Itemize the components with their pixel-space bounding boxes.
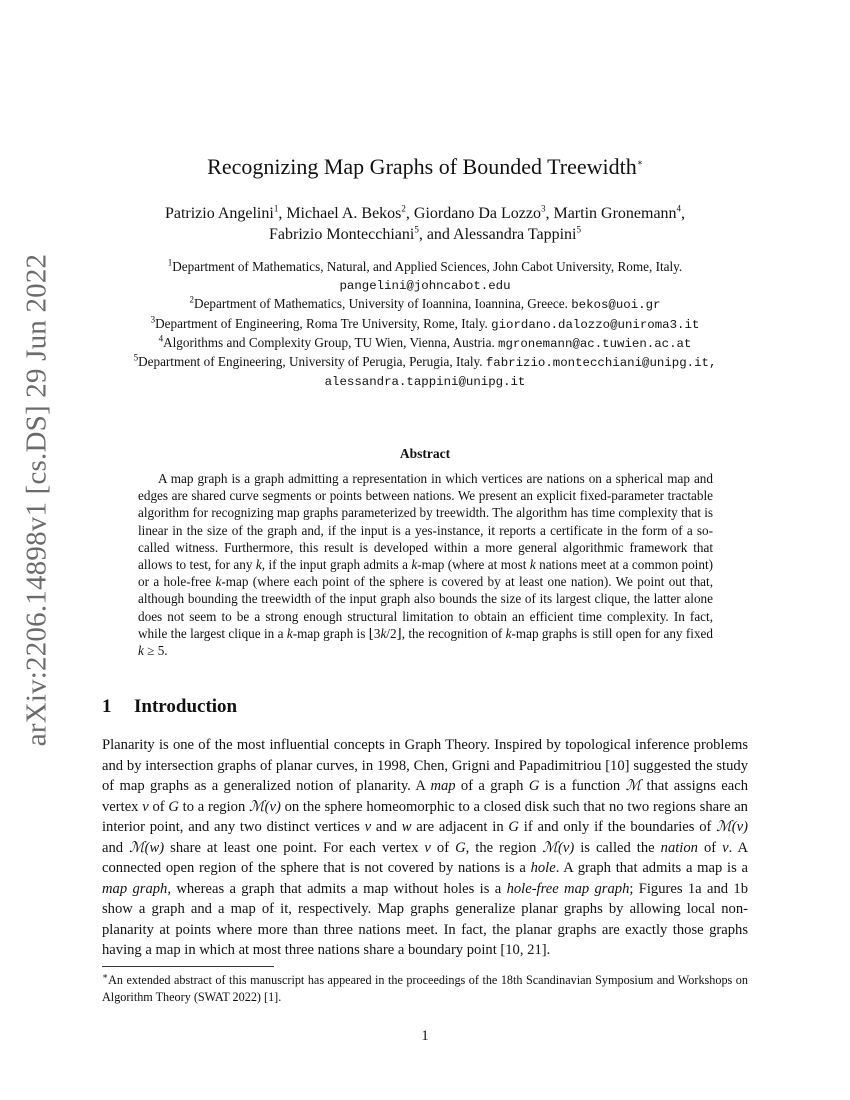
abstract-paragraph: A map graph is a graph admitting a representation in which vertices are nations on a spherical map and edges are shared curve segments or points between nations. We present an explicit fixed-parameter tractable algorithm for recognizing map graphs parameterized by treewidth. The algorithm has time complexity that is linear in the size of the graph and, if the input is a yes-instance, it reports a certificate in the form of a so-called witness. Furthermore, this result is developed within a more general algorithmic framework that allows to test, for any k, if the input graph admits a k-map (where at most k nations meet at a common point) or a hole-free k-map (where each point of the sphere is covered by at least one nation). We point out that, although bounding the treewidth of the input graph also bounds the size of its largest clique, the latter alone does not seem to be a strong enough structural limitation to obtain an efficient time complexity. In fact, while the largest clique in a k-map graph is ⌊3k/2⌋, the recognition of k-map graphs is still open for any fixed k ≥ 5. — [138, 471, 713, 659]
author-name: Giordano Da Lozzo — [413, 205, 541, 222]
author-list: Patrizio Angelini$^1$, Michael A. Bekos$^2$, Giordano Da Lozzo$^3$, Martin Gronemann$^4$, Fabrizio Montecchiani$^5$, and Alessandra Tappini$^5$ — [164, 203, 686, 243]
title-footnote-mark: ∗ — [636, 157, 643, 168]
paper-title: Recognizing Map Graphs of Bounded Treewidth∗ — [207, 154, 643, 179]
affiliation-3: $^3$Department of Engineering, Roma Tre University, Rome, Italy. giordano.dalozzo@uniroma3.it — [150, 314, 700, 332]
affiliation-2: $^2$Department of Mathematics, University of Ioannina, Ioannina, Greece. bekos@uoi.gr — [189, 295, 661, 313]
email: alessandra.tappini@unipg.it — [324, 375, 526, 390]
author-name: and Alessandra Tappini — [426, 226, 577, 243]
intro-paragraph: Planarity is one of the most influential concepts in Graph Theory. Inspired by topological inference problems and by intersection graphs of planar curves, in 1998, Chen, Grigni and Papadimitriou [10] suggested the study of map graphs as a generalized notion of planarity. A map of a graph G is a function ℳ that assigns each vertex v of G to a region ℳ(v) on the sphere homeomorphic to a closed disk such that no two regions share an interior point, and any two distinct vertices v and w are adjacent in G if and only if the boundaries of ℳ(v) and ℳ(w) share at least one point. For each vertex v of G, the region ℳ(v) is called the nation of v. A connected open region of the sphere that is not covered by nations is a hole. A graph that admits a map is a map graph, whereas a graph that admits a map without holes is a hole-free map graph; Figures 1a and 1b show a graph and a map of it, respectively. Map graphs generalize planar graphs by allowing local non-planarity at points where more than three nations meet. In fact, the planar graphs are exactly those graphs having a map in which at most three nations share a boundary point [10, 21]. — [102, 737, 749, 958]
author-name: Fabrizio Montecchiani — [269, 226, 415, 243]
author-name: Martin Gronemann — [553, 205, 677, 222]
email: giordano.dalozzo@uniroma3.it — [491, 317, 700, 332]
arxiv-identifier-text: arXiv:2206.14898v1 [cs.DS] 29 Jun 2022 — [20, 253, 53, 747]
affiliations — [60, 258, 790, 391]
affiliation-4: $^4$Algorithms and Complexity Group, TU Wien, Vienna, Austria. mgronemann@ac.tuwien.ac.at — [158, 333, 692, 351]
email: fabrizio.montecchiani@unipg.it, — [485, 356, 717, 371]
email: pangelini@johncabot.edu — [339, 279, 511, 294]
page-number: 1 — [421, 1028, 429, 1044]
footnote-divider — [102, 966, 274, 967]
affiliation-5-email — [60, 372, 790, 391]
affiliation-1-email — [60, 276, 790, 295]
affiliation-1: $^1$Department of Mathematics, Natural, and Applied Sciences, John Cabot University, Rome, Italy. — [167, 257, 683, 274]
section-number: 1 — [102, 696, 112, 717]
email: bekos@uoi.gr — [571, 298, 661, 313]
footnote-text: An extended abstract of this manuscript has appeared in the proceedings of the 18th Scandinavian Symposium and Workshops on Algorithm Theory (SWAT 2022) [1]. — [102, 973, 748, 1004]
arxiv-identifier — [12, 253, 62, 747]
footnote-mark: ∗ — [102, 970, 109, 981]
affiliation-5: $^5$Department of Engineering, University of Perugia, Perugia, Italy. fabrizio.montecchiani@unipg.it, — [133, 352, 717, 371]
footnote — [102, 972, 748, 1005]
author-name: Michael A. Bekos — [286, 205, 402, 222]
email: mgronemann@ac.tuwien.ac.at — [498, 336, 692, 351]
author-name: Patrizio Angelini — [164, 205, 274, 222]
introduction-body — [102, 735, 748, 961]
abstract-body — [138, 470, 713, 659]
section-heading — [102, 696, 237, 718]
abstract-heading: Abstract — [399, 446, 451, 461]
section-title: Introduction — [134, 696, 238, 717]
